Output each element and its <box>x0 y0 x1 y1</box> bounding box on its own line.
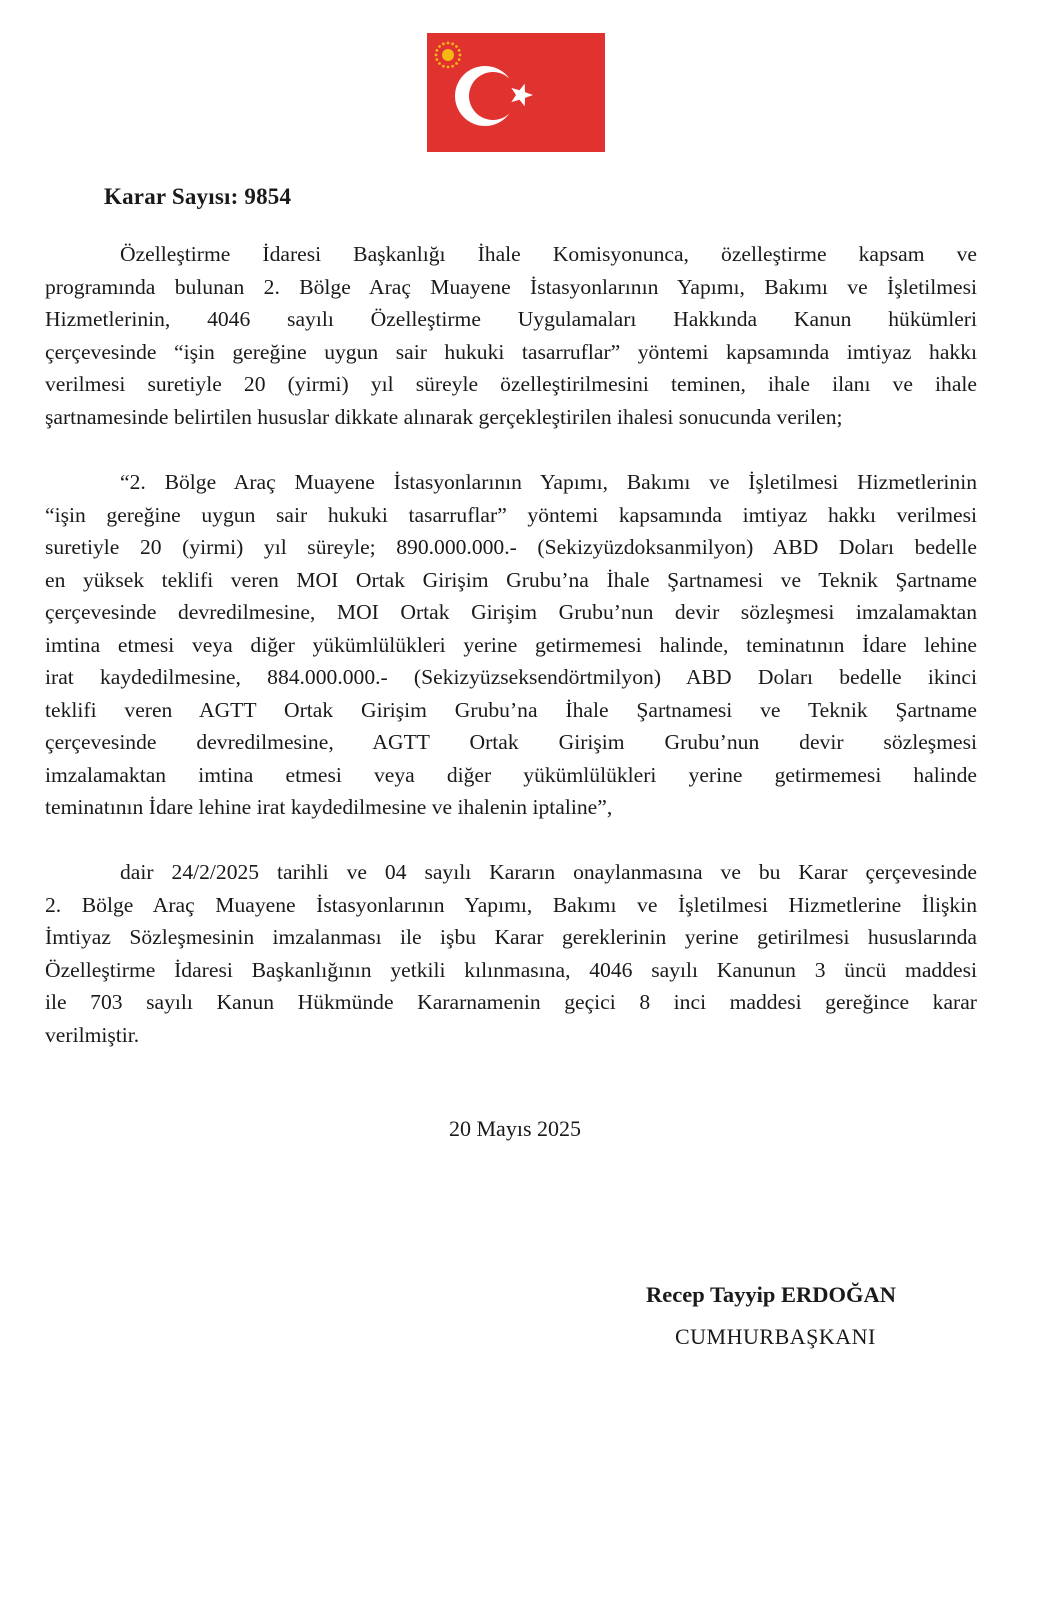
paragraph-line: imzalamaktan imtina etmesi veya diğer yükümlülükleri yerine getirmemesi halinde <box>45 762 977 787</box>
paragraph-conclusion <box>45 856 977 1051</box>
decision-number-heading: Karar Sayısı: 9854 <box>104 184 292 209</box>
paragraph-line: ile 703 sayılı Kanun Hükmünde Kararnamenin geçici 8 inci maddesi gereğince karar <box>45 990 977 1014</box>
sun-ring-star <box>442 43 445 46</box>
signatory-name: Recep Tayyip ERDOĞAN <box>646 1282 897 1307</box>
document-date: 20 Mayıs 2025 <box>449 1116 581 1141</box>
sun-ring-star <box>451 43 454 46</box>
sun-ring-star <box>438 45 441 48</box>
paragraph-line: irat kaydedilmesine, 884.000.000.- (Sekizyüzseksendörtmilyon) ABD Doları bedelle ikinci <box>45 665 977 689</box>
sun-ring-star <box>436 58 439 61</box>
paragraph-line: Özelleştirme İdaresi Başkanlığının yetkili kılınmasına, 4046 sayılı Kanunun 3 üncü maddesi <box>45 957 977 982</box>
sun-ring-star <box>455 62 458 65</box>
signatory-title: CUMHURBAŞKANI <box>675 1324 876 1349</box>
sun-ring-star <box>458 49 461 52</box>
paragraph-line: Hizmetlerinin, 4046 sayılı Özelleştirme Uygulamaları Hakkında Kanun hükümleri <box>45 307 977 331</box>
paragraph-intro <box>45 238 977 433</box>
paragraph-line: İmtiyaz Sözleşmesinin imzalanması ile işbu Karar gereklerinin yerine getirilmesi hususlarında <box>45 925 977 949</box>
paragraph-line: verilmiştir. <box>45 1022 140 1047</box>
sun-ring-star <box>436 49 439 52</box>
sun-ring-star <box>438 62 441 65</box>
sun-ring-star <box>458 58 461 61</box>
paragraph-line: “2. Bölge Araç Muayene İstasyonlarının Yapımı, Bakımı ve İşletilmesi Hizmetlerinin <box>120 470 977 494</box>
paragraph-quoted-decision <box>45 466 977 824</box>
paragraph-line: verilmesi suretiyle 20 (yirmi) yıl süreyle özelleştirilmesini teminen, ihale ilanı ve ihale <box>45 372 977 396</box>
sun-ring-star <box>435 54 438 57</box>
sun-ring-star <box>442 65 445 68</box>
flag-icon <box>427 33 605 152</box>
paragraph-line: şartnamesinde belirtilen hususlar dikkate alınarak gerçekleştirilen ihalesi sonucunda verilen; <box>45 404 843 429</box>
sun-ring-star <box>459 54 462 57</box>
sun-ring-star <box>447 66 450 69</box>
sun-ring-star <box>451 65 454 68</box>
paragraph-line: 2. Bölge Araç Muayene İstasyonlarının Yapımı, Bakımı ve İşletilmesi Hizmetlerine İlişkin <box>45 892 977 917</box>
sun-ring-star <box>447 42 450 45</box>
paragraph-line: çerçevesinde devredilmesine, MOI Ortak Girişim Grubu’nun devir sözleşmesi imzalamaktan <box>45 600 977 624</box>
paragraph-line: “işin gereğine uygun sair hukuki tasarruflar” yöntemi kapsamında imtiyaz hakkı verilmesi <box>45 502 977 527</box>
paragraph-line: imtina etmesi veya diğer yükümlülükleri yerine getirmemesi halinde, teminatının İdare lehine <box>45 632 977 657</box>
paragraph-line: teklifi veren AGTT Ortak Girişim Grubu’na İhale Şartnamesi ve Teknik Şartname <box>45 697 977 722</box>
paragraph-line: suretiyle 20 (yirmi) yıl süreyle; 890.000.000.- (Sekizyüzdoksanmilyon) ABD Doları bedelle <box>45 535 977 559</box>
paragraph-line: programında bulunan 2. Bölge Araç Muayene İstasyonlarının Yapımı, Bakımı ve İşletilmesi <box>45 274 977 299</box>
paragraph-line: çerçevesinde devredilmesine, AGTT Ortak Girişim Grubu’nun devir sözleşmesi <box>45 730 977 754</box>
sun-ring-star <box>455 45 458 48</box>
paragraph-line: çerçevesinde “işin gereğine uygun sair hukuki tasarruflar” yöntemi kapsamında imtiyaz hakkı <box>45 339 977 364</box>
presidential-flag-emblem <box>427 33 605 152</box>
paragraph-line: Özelleştirme İdaresi Başkanlığı İhale Komisyonunca, özelleştirme kapsam ve <box>120 242 977 266</box>
crescent-inner <box>469 72 517 120</box>
paragraph-line: dair 24/2/2025 tarihli ve 04 sayılı Kararın onaylanmasına ve bu Karar çerçevesinde <box>120 860 977 884</box>
paragraph-line: en yüksek teklifi veren MOI Ortak Girişim Grubu’na İhale Şartnamesi ve Teknik Şartname <box>45 567 977 592</box>
paragraph-line: teminatının İdare lehine irat kaydedilmesine ve ihalenin iptaline”, <box>45 795 613 819</box>
